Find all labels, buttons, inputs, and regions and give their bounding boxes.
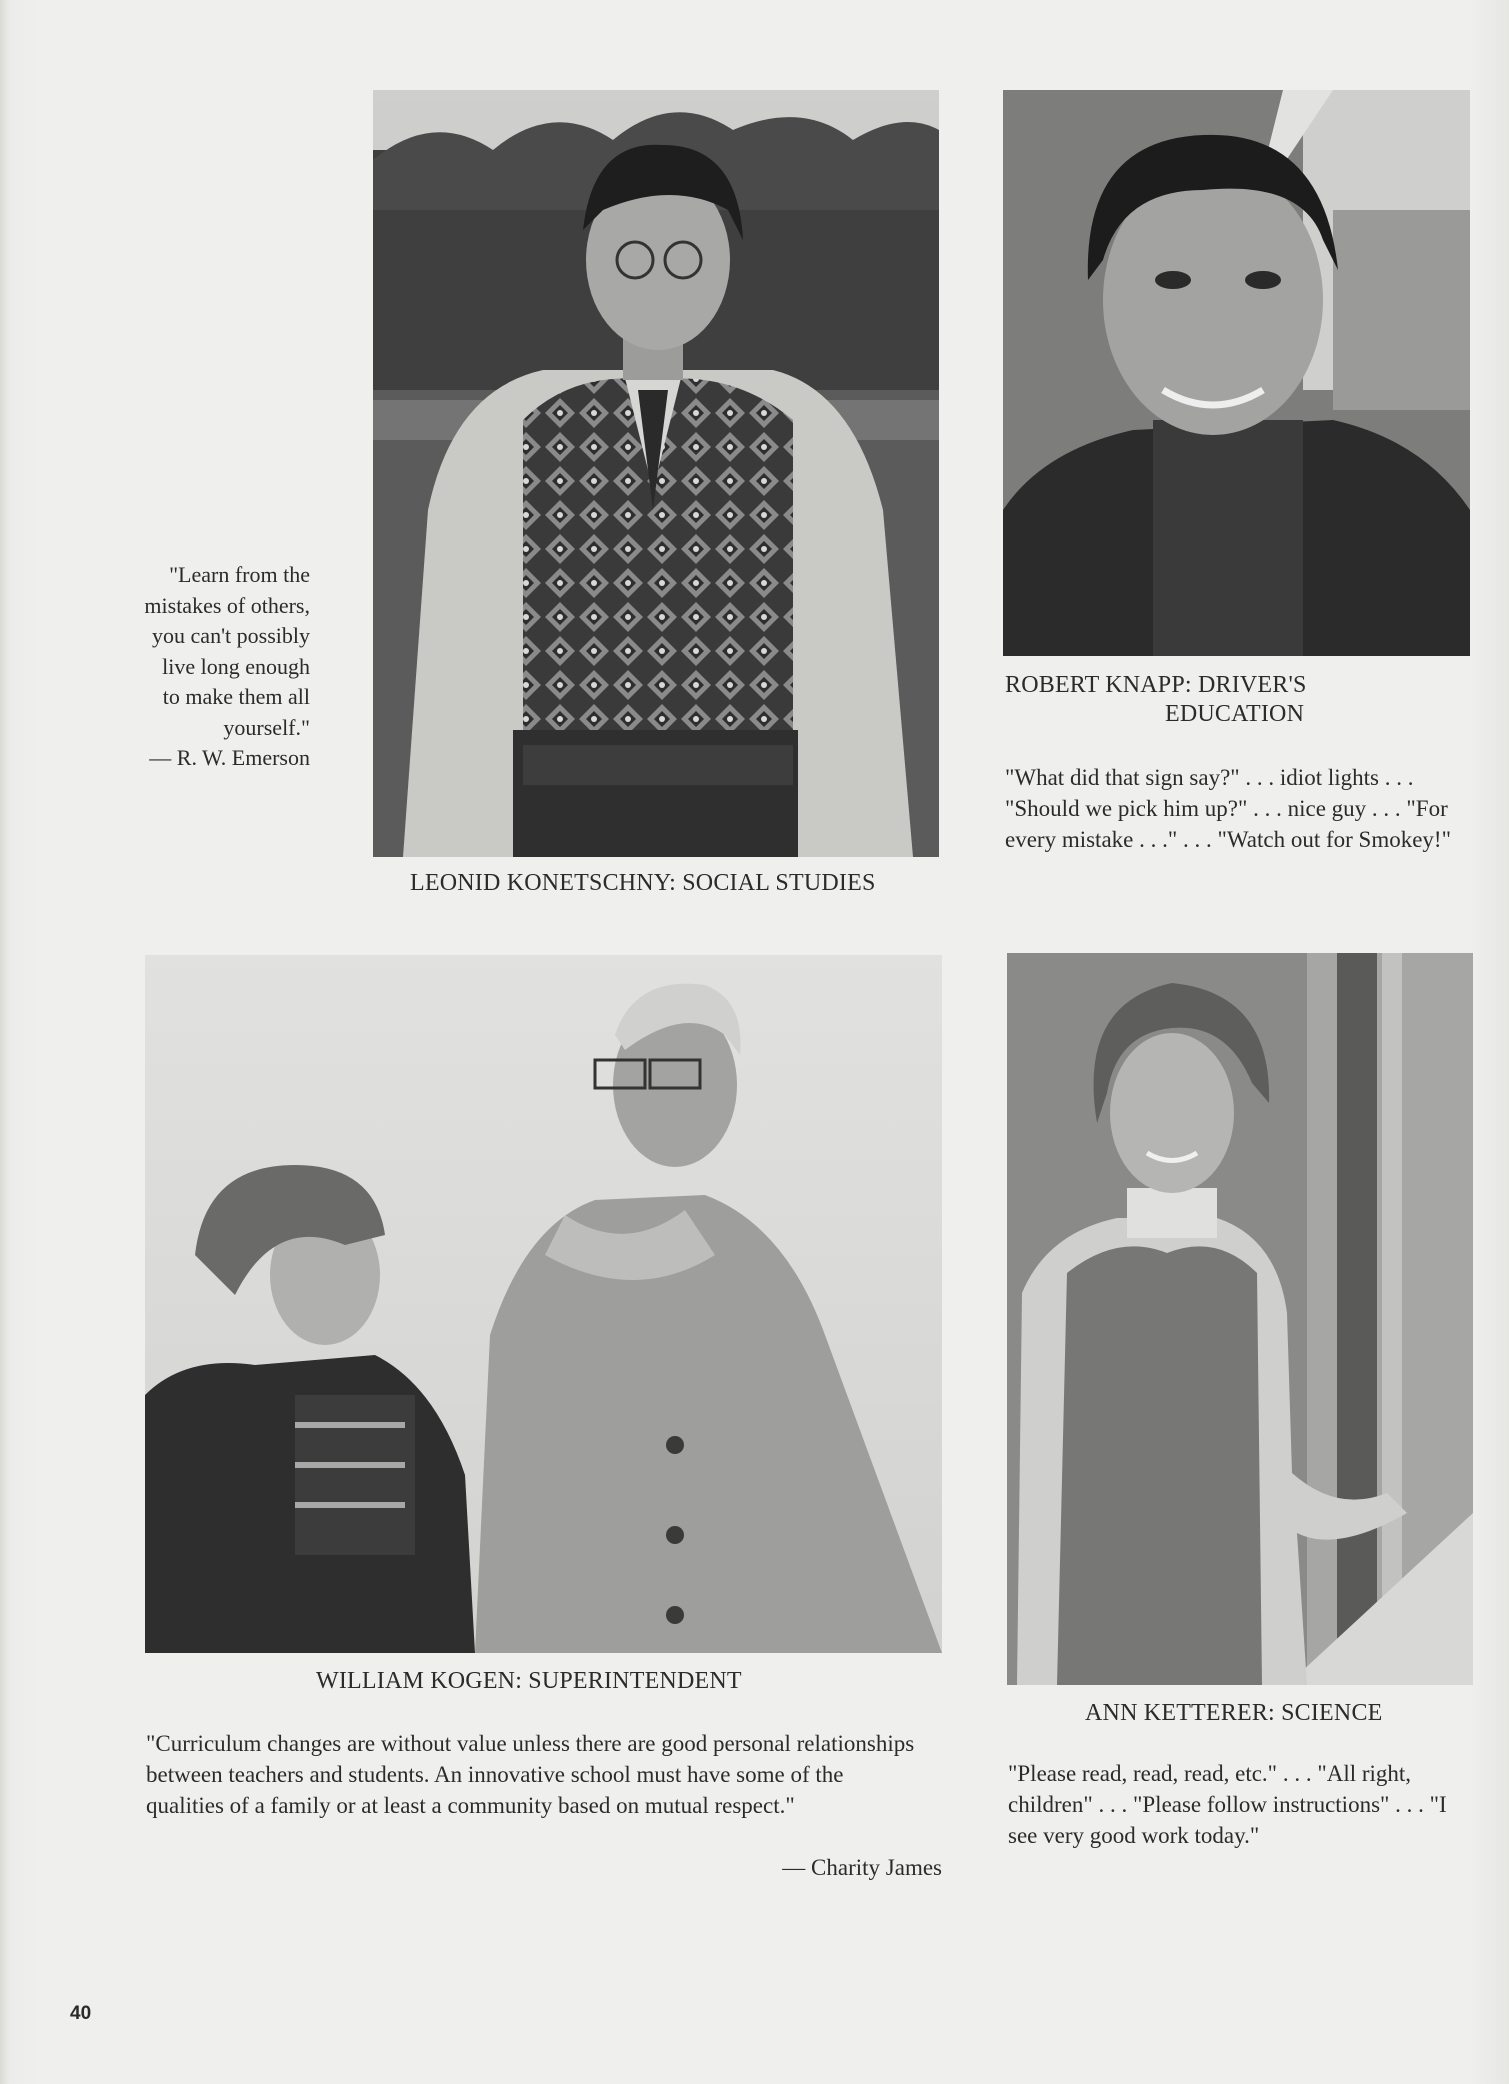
photo-konetschny: [373, 90, 939, 857]
caption-konetschny: LEONID KONETSCHNY: SOCIAL STUDIES: [410, 870, 876, 896]
photo-knapp: [1003, 90, 1470, 656]
page-number: 40: [70, 2003, 92, 2024]
caption-kogen: WILLIAM KOGEN: SUPERINTENDENT: [316, 1668, 742, 1694]
quote-kogen: "Curriculum changes are without value unless there are good personal relationships between teachers and students. An innovative school must have some of the qualities of a family or at least a community based on mutual respect.": [146, 1731, 915, 1818]
caption-knapp-line2: EDUCATION: [1165, 701, 1305, 727]
caption-knapp-line1: ROBERT KNAPP: DRIVER'S: [1005, 672, 1307, 698]
photo-ketterer: [1007, 953, 1473, 1685]
sidebar-quote-attribution: — R. W. Emerson: [149, 745, 310, 770]
sidebar-quote: [140, 560, 310, 774]
quote-knapp: "What did that sign say?" . . . idiot lights . . . "Should we pick him up?" . . . nice guy . . . "For every mistake . . ." . . . "Watch out for Smokey!": [1005, 765, 1451, 852]
quote-ketterer: "Please read, read, read, etc." . . . "All right, children" . . . "Please follow instructions" . . . "I see very good work today.": [1008, 1761, 1447, 1848]
sidebar-quote-text: "Learn from the mistakes of others, you can't possibly live long enough to make them all yourself.": [144, 562, 310, 740]
caption-ketterer: ANN KETTERER: SCIENCE: [1085, 1700, 1383, 1726]
photo-kogen: [145, 955, 942, 1653]
quote-kogen-attribution: — Charity James: [782, 1855, 942, 1880]
